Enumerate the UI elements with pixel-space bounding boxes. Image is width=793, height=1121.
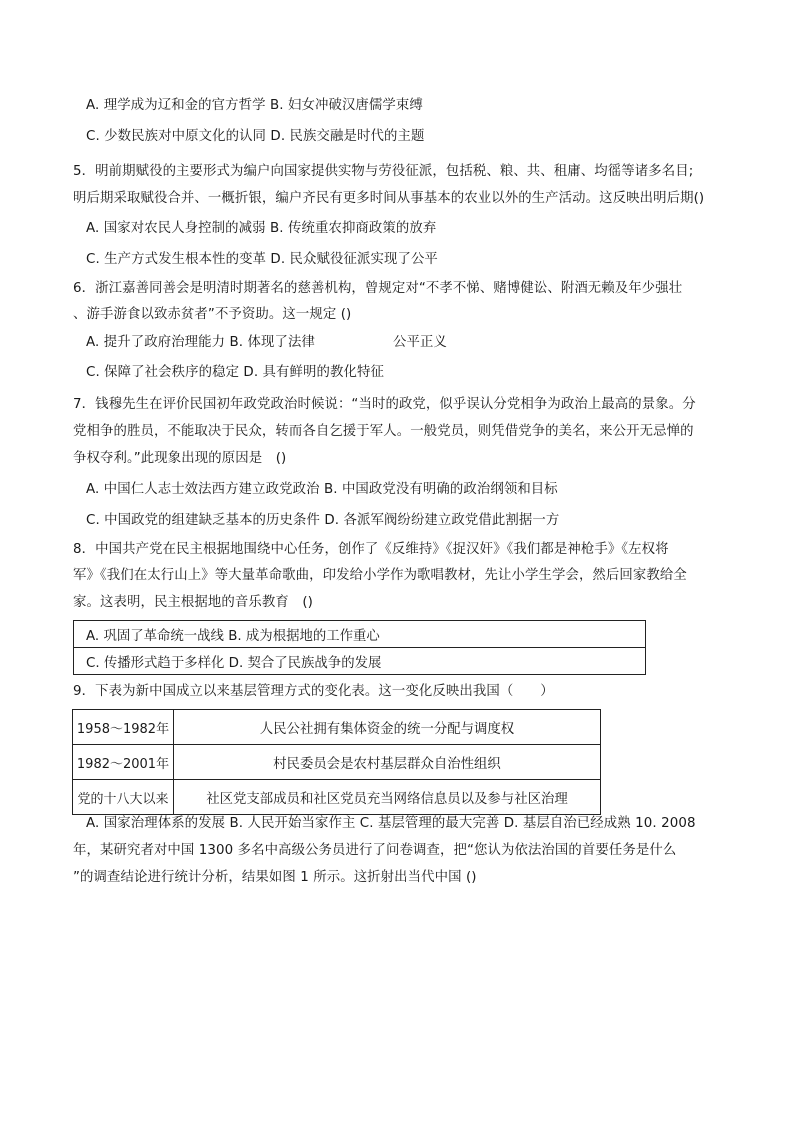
- q5-stem-line2: 明后期采取赋役合并、一概折银，编户齐民有更多时间从事基本的农业以外的生产活动。这反映出明后期(): [73, 191, 705, 206]
- q9-stem: 9．下表为新中国成立以来基层管理方式的变化表。这一变化反映出我国（ ）: [73, 684, 554, 699]
- q5-options-cd: C. 生产方式发生根本性的变革 D. 民众赋役征派实现了公平: [86, 252, 438, 267]
- table-row: [73, 780, 601, 815]
- q9-table: [72, 709, 601, 815]
- q8-stem-line2: 军》《我们在太行山上》等大量革命歌曲，印发给小学作为歌唱教材，先让小学生学会，然后回家教给全: [73, 568, 687, 583]
- q9-options-and-q10-start: A. 国家治理体系的发展 B. 人民开始当家作主 C. 基层管理的最大完善 D. 基层自治已经成熟 10. 2008: [86, 816, 696, 831]
- q7-stem-line1: 7．钱穆先生在评价民国初年政党政治时候说：“当时的政党，似乎误认分党相争为政治上最高的景象。分: [73, 397, 696, 412]
- table-cell-content: 人民公社拥有集体资金的统一分配与调度权: [174, 710, 601, 745]
- q5-stem-line1: 5．明前期赋役的主要形式为编户向国家提供实物与劳役征派，包括税、粮、共、租庸、均徭等诸多名目;: [73, 164, 694, 179]
- table-row: [73, 745, 601, 780]
- table-cell-period: 党的十八大以来: [73, 780, 174, 815]
- q6-options-ab: [86, 334, 447, 352]
- q6-stem-line2: 、游手游食以致赤贫者”不予资助。这一规定 (): [73, 307, 352, 322]
- q5-options-ab: A. 国家对农民人身控制的减弱 B. 传统重农抑商政策的放弃: [86, 221, 437, 236]
- q7-stem-line3: 争权夺利。”此现象出现的原因是 (): [73, 451, 287, 466]
- q6-options-cd: C. 保障了社会秩序的稳定 D. 具有鲜明的教化特征: [86, 365, 384, 380]
- q8-stem-line1: 8．中国共产党在民主根据地围绕中心任务，创作了《反维持》《捉汉奸》《我们都是神枪手》《左权将: [73, 542, 669, 557]
- q7-options-ab: A. 中国仁人志士效法西方建立政党政治 B. 中国政党没有明确的政治纲领和目标: [86, 482, 558, 497]
- q10-stem-line2: ”的调查结论进行统计分析，结果如图 1 所示。这折射出当代中国 (): [73, 870, 477, 885]
- q8-options-ab: A. 巩固了革命统一战线 B. 成为根据地的工作重心: [74, 621, 646, 648]
- q8-stem-line3: 家。这表明，民主根据地的音乐教育 (): [73, 595, 313, 610]
- table-cell-content: 村民委员会是农村基层群众自治性组织: [174, 745, 601, 780]
- table-row: [73, 710, 601, 745]
- q8-options-cd: C. 传播形式趋于多样化 D. 契合了民族战争的发展: [74, 648, 646, 675]
- table-cell-content: 社区党支部成员和社区党员充当网络信息员以及参与社区治理: [174, 780, 601, 815]
- q4-options-ab: A. 理学成为辽和金的官方哲学 B. 妇女冲破汉唐儒学束缚: [86, 98, 423, 113]
- table-cell-period: 1982～2001年: [73, 745, 174, 780]
- q10-stem-line1: 年，某研究者对中国 1300 多名中高级公务员进行了问卷调查，把“您认为依法治国的首要任务是什么: [73, 843, 677, 858]
- q4-options-cd: C. 少数民族对中原文化的认同 D. 民族交融是时代的主题: [86, 129, 425, 144]
- q8-options-box: [73, 620, 646, 675]
- table-cell-period: 1958～1982年: [73, 710, 174, 745]
- q6-option-ab-text: A. 提升了政府治理能力 B. 体现了法律: [86, 335, 315, 350]
- q7-stem-line2: 党相争的胜员，不能取决于民众，转而各自乞援于军人。一般党员，则凭借党争的美名，来公开无忌惮的: [73, 424, 694, 439]
- q6-option-b-tail: 公平正义: [392, 335, 447, 350]
- q6-stem-line1: 6．浙江嘉善同善会是明清时期著名的慈善机构，曾规定对“不孝不悌、赌博健讼、附酒无赖及年少强壮: [73, 281, 683, 296]
- q7-options-cd: C. 中国政党的组建缺乏基本的历史条件 D. 各派军阀纷纷建立政党借此割据一方: [86, 513, 560, 528]
